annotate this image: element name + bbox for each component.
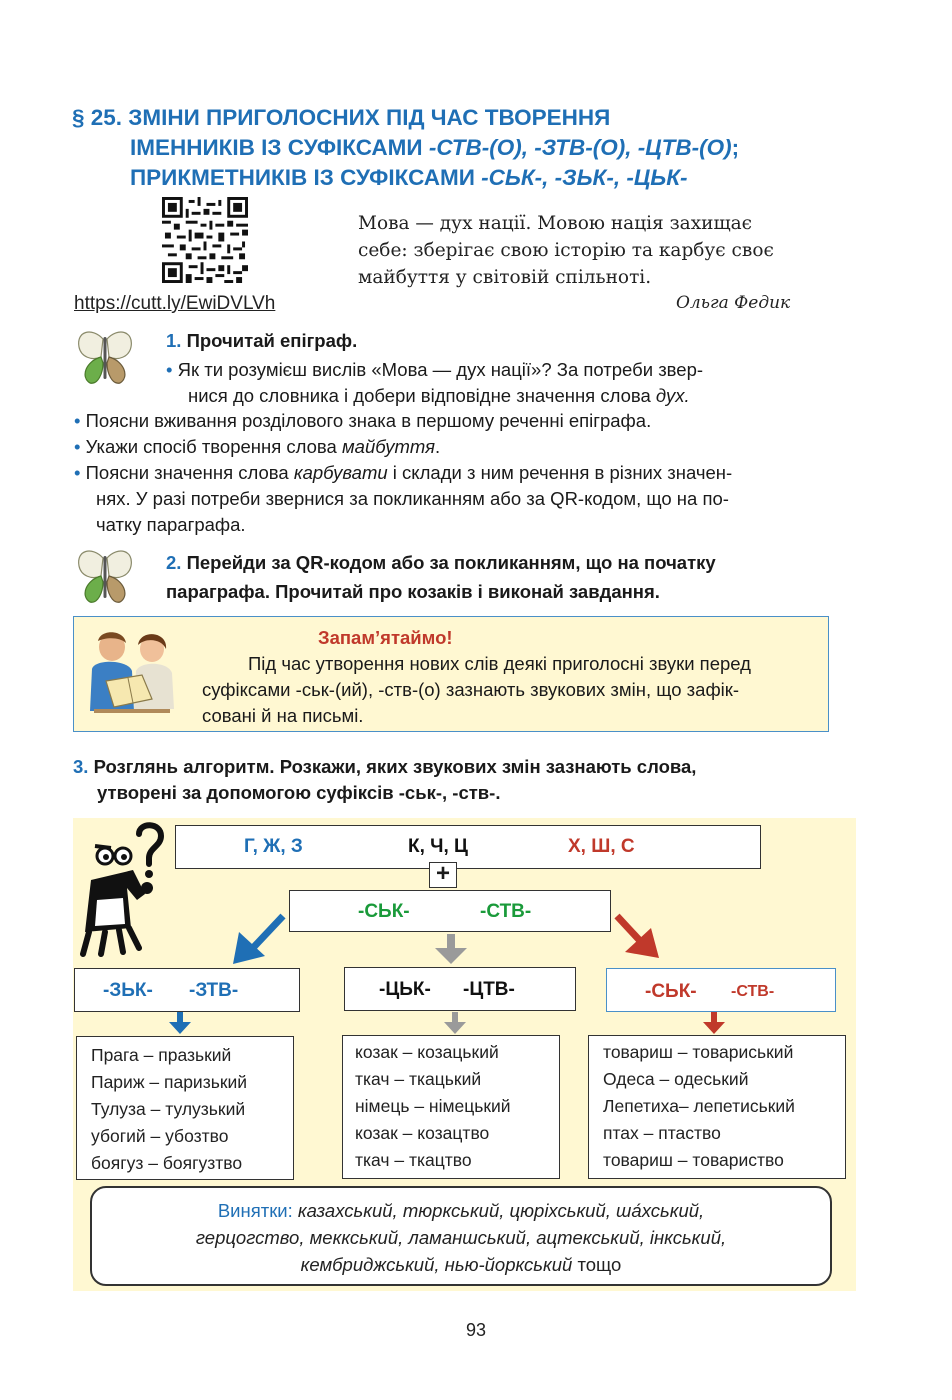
remember-line3: совані й на письмі. [202,705,364,726]
task1-title: Прочитай епіграф. [186,330,358,351]
exceptions-line2: герцогство, меккський, ламаншський, ацтекський, інкський, [195,1227,727,1248]
example-item: німець – німецький [355,1096,511,1116]
example-item: Лепетиха– лепетиський [603,1096,795,1116]
epigraph [358,210,858,291]
task1-b4-text-end: і склади з ним речення в різних значен- [387,462,733,483]
arrow-down-gray-small-icon [444,1012,466,1034]
examples-right [588,1035,846,1179]
task1-b3-end: . [435,436,441,457]
epigraph-line: себе: зберігає свою історію та карбує своє [358,240,774,261]
exceptions-box [90,1186,832,1286]
title-line-2-suffixes: -СТВ-(О), -ЗТВ-(О), -ЦТВ-(О) [428,135,732,160]
example-item: ткач – ткацтво [355,1150,472,1170]
remember-text [202,651,822,729]
exceptions-line1: казахський, тюркський, цюріхський, ша́хський, [292,1200,705,1221]
bullet-marker: • [166,359,173,380]
task1-b4-text: Поясни значення слова [85,462,294,483]
epigraph-author: Ольга Федик [676,293,791,313]
task1-b4-line2: нях. У разі потреби звернися за покликанням або за QR-кодом, що на по- [96,488,729,509]
example-item: птах – птаство [603,1123,721,1143]
task1-b4-word: карбувати [293,462,388,483]
examples-left [76,1036,294,1180]
result-box-zk [74,968,300,1012]
example-item: боягуз – боягузтво [91,1153,243,1173]
flow-arrows [73,818,856,1058]
task1-number: 1. [166,330,182,351]
suffix-stv: -СТВ- [480,901,532,922]
example-item: убогий – убозтво [91,1126,229,1146]
section-title [72,103,872,193]
butterfly-icon [74,546,136,604]
task3-line1: Розглянь алгоритм. Розкажи, яких звукових змін зазнають слова, [93,756,697,777]
example-item: товариш – товариство [603,1150,784,1170]
bullet-marker: • [74,410,81,431]
arrow-down-gray-icon [435,934,467,964]
task2-line2: параграфа. Прочитай про козаків і виконай завдання. [166,581,660,602]
exceptions-line3-end: тощо [572,1254,622,1275]
title-line-2 [72,133,872,163]
butterfly-icon [74,327,136,385]
suffix-ztv: -ЗТВ- [189,980,239,1001]
examples-left-list [91,1042,247,1177]
task1-bullet-3 [74,434,874,460]
suffix-stv-red: -СТВ- [731,983,775,1000]
task1-bullet-4 [74,460,874,538]
task1-b2-text: Поясни вживання розділового знака в першому реченні епіграфа. [85,410,652,431]
task1-b1-line2: нися до словника і добери відповідне значення слова [188,385,656,406]
result-box-sk [606,968,836,1012]
example-item: Одеса – одеський [603,1069,749,1089]
bullet-marker: • [74,462,81,483]
examples-middle-list [355,1039,511,1174]
qr-link[interactable]: https://cutt.ly/EwiDVLVh [74,293,276,314]
arrow-down-blue-icon [169,1012,191,1034]
remember-box [73,616,829,732]
example-item: козак – козацький [355,1042,499,1062]
plus-icon: + [429,862,457,888]
title-line-1: § 25. ЗМІНИ ПРИГОЛОСНИХ ПІД ЧАС ТВОРЕННЯ [72,105,611,130]
exceptions-line3: кембриджський, нью-йоркський [300,1254,573,1275]
arrow-down-left-icon [233,916,283,964]
title-line-2-end: ; [731,135,740,160]
example-item: Прага – празький [91,1045,232,1065]
title-line-3 [72,163,872,193]
examples-middle [342,1035,560,1179]
task2-line1: Перейди за QR-кодом або за покликанням, що на початку [186,552,716,573]
task3-number: 3. [73,756,89,777]
task1-bullet-2 [74,408,874,434]
suffix-sk-red: -СЬК- [645,981,697,1002]
task1-heading [166,330,357,352]
qr-code-icon[interactable] [160,197,250,283]
example-item: Париж – паризький [91,1072,248,1092]
task1-b1-word: дух. [655,385,690,406]
example-item: Тулуза – тулузький [91,1099,246,1119]
example-item: ткач – ткацький [355,1069,482,1089]
epigraph-line: Мова — дух нації. Мовою нація захищає [358,213,753,234]
suffix-tsk: -ЦЬК- [379,979,431,1000]
consonants-g-zh-z: Г, Ж, З [244,836,303,857]
suffix-sk: -СЬК- [358,901,410,922]
title-line-2-text: ІМЕННИКІВ ІЗ СУФІКСАМИ [130,135,429,160]
exceptions-label: Винятки: [217,1200,293,1221]
algorithm-diagram [73,818,856,1291]
students-reading-illustration [80,625,184,717]
consonants-k-ch-ts: К, Ч, Ц [408,836,468,857]
consonants-kh-sh-s: Х, Ш, С [568,836,635,857]
suffix-zk: -ЗЬК- [103,980,153,1001]
examples-right-list [603,1039,795,1174]
bullet-marker: • [74,436,81,457]
remember-title: Запам’ятаймо! [318,627,453,648]
example-item: товариш – товариський [603,1042,794,1062]
remember-line1: Під час утворення нових слів деякі приголосні звуки перед [248,653,751,674]
task1-bullet-1 [166,357,856,409]
arrow-down-red-icon [703,1012,725,1034]
suffix-tstv: -ЦТВ- [463,979,515,1000]
task3 [73,754,873,806]
arrow-down-right-icon [617,916,659,958]
task3-line2: утворені за допомогою суфіксів -ськ-, -ств-. [97,782,501,803]
title-line-3-suffixes: -СЬК-, -ЗЬК-, -ЦЬК- [481,165,688,190]
epigraph-line: майбуття у світовій спільноті. [358,267,652,288]
task1-b3-word: майбуття [341,436,435,457]
title-line-3-text: ПРИКМЕТНИКІВ ІЗ СУФІКСАМИ [130,165,482,190]
task1-b3-text: Укажи спосіб творення слова [85,436,342,457]
task1-b4-line3: чатку параграфа. [96,514,246,535]
page-number: 93 [465,1320,487,1340]
task2-number: 2. [166,552,182,573]
example-item: козак – козацтво [355,1123,490,1143]
result-box-tsk [344,967,576,1011]
remember-line2: суфіксами -ськ-(ий), -ств-(о) зазнають звукових змін, що зафік- [202,679,740,700]
task1-b1-line1: Як ти розумієш вислів «Мова — дух нації»? За потреби звер- [177,359,704,380]
task2 [166,548,866,606]
